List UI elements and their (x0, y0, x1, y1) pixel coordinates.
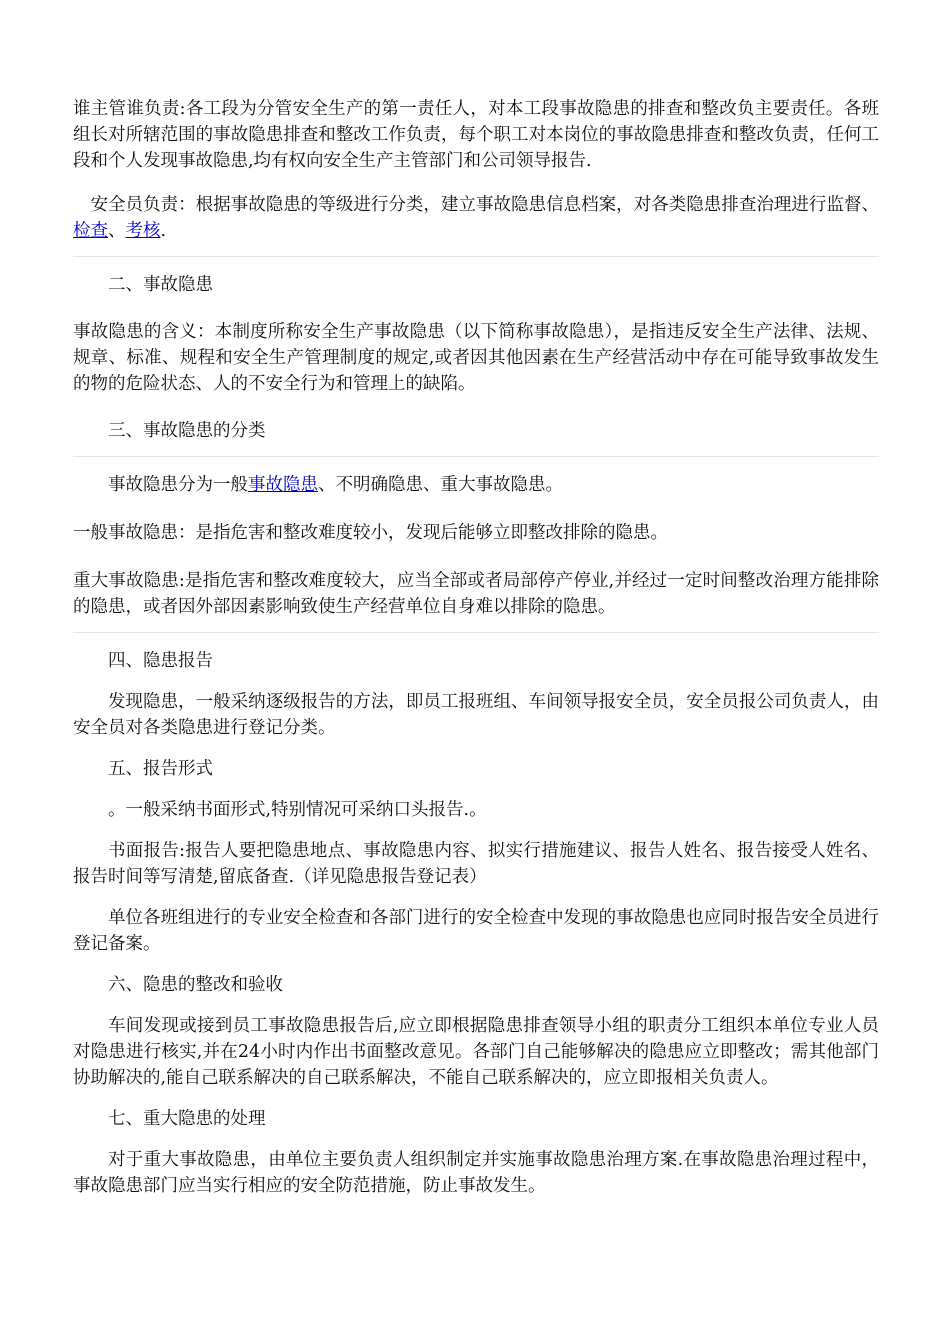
section-divider (73, 256, 879, 257)
safety-officer-text: 安全员负责：根据事故隐患的等级进行分类，建立事故隐患信息档案，对各类隐患排查治理进行监督、 (90, 195, 879, 215)
heading-section-7: 七、重大隐患的处理 (108, 1109, 266, 1129)
paragraph-report-form: 。一般采纳书面形式,特别情况可采纳口头报告.。 (108, 800, 487, 820)
link-hazard[interactable]: 事故隐患 (248, 475, 318, 495)
document-page (73, 96, 879, 1199)
paragraph-general-hazard: 一般事故隐患：是指危害和整改难度较小，发现后能够立即整改排除的隐患。 (73, 523, 668, 543)
paragraph-written-report: 书面报告:报告人要把隐患地点、事故隐患内容、拟实行措施建议、报告人姓名、报告接受人姓名、报告时间等写清楚,留底备查.（详见隐患报告登记表） (73, 841, 879, 887)
heading-section-3: 三、事故隐患的分类 (108, 421, 266, 441)
heading-section-4: 四、隐患报告 (108, 651, 213, 671)
categories-text-end: 、不明确隐患、重大事故隐患。 (318, 475, 563, 495)
paragraph-rectification: 车间发现或接到员工事故隐患报告后,应立即根据隐患排查领导小组的职责分工组织本单位专业人员对隐患进行核实,并在24小时内作出书面整改意见。各部门自己能够解决的隐患应立即整改；需其他部门协助解决的,能自己联系解决的自己联系解决，不能自己联系解决的，应立即报相关负责人。 (73, 1016, 879, 1088)
heading-section-2: 二、事故隐患 (108, 275, 213, 295)
paragraph-hazard-categories (73, 472, 879, 498)
sentence-end: . (160, 221, 167, 241)
categories-text-start: 事故隐患分为一般 (108, 475, 248, 495)
paragraph-registration: 单位各班组进行的专业安全检查和各部门进行的安全检查中发现的事故隐患也应同时报告安全员进行登记备案。 (73, 908, 879, 954)
link-inspect[interactable]: 检查 (73, 221, 108, 241)
section-divider (73, 632, 879, 633)
heading-section-5: 五、报告形式 (108, 759, 213, 779)
paragraph-major-handling: 对于重大事故隐患，由单位主要负责人组织制定并实施事故隐患治理方案.在事故隐患治理过程中，事故隐患部门应当实行相应的安全防范措施，防止事故发生。 (73, 1150, 879, 1196)
heading-section-6: 六、隐患的整改和验收 (108, 975, 283, 995)
link-assess[interactable]: 考核 (125, 221, 161, 241)
paragraph-major-hazard: 重大事故隐患:是指危害和整改难度较大，应当全部或者局部停产停业,并经过一定时间整改治理方能排除的隐患，或者因外部因素影响致使生产经营单位自身难以排除的隐患。 (73, 571, 879, 617)
paragraph-report-method: 发现隐患，一般采纳逐级报告的方法，即员工报班组、车间领导报安全员，安全员报公司负责人，由安全员对各类隐患进行登记分类。 (73, 692, 879, 738)
section-divider (73, 456, 879, 457)
paragraph-safety-officer (73, 192, 879, 244)
list-separator: 、 (108, 221, 126, 241)
paragraph-hazard-definition: 事故隐患的含义：本制度所称安全生产事故隐患（以下简称事故隐患），是指违反安全生产法律、法规、规章、标准、规程和安全生产管理制度的规定,或者因其他因素在生产经营活动中存在可能导致事故发生的物的危险状态、人的不安全行为和管理上的缺陷。 (73, 322, 879, 394)
paragraph-responsibility: 谁主管谁负责:各工段为分管安全生产的第一责任人，对本工段事故隐患的排查和整改负主要责任。各班组长对所辖范围的事故隐患排查和整改工作负责，每个职工对本岗位的事故隐患排查和整改负责，任何工段和个人发现事故隐患,均有权向安全生产主管部门和公司领导报告. (73, 99, 879, 171)
